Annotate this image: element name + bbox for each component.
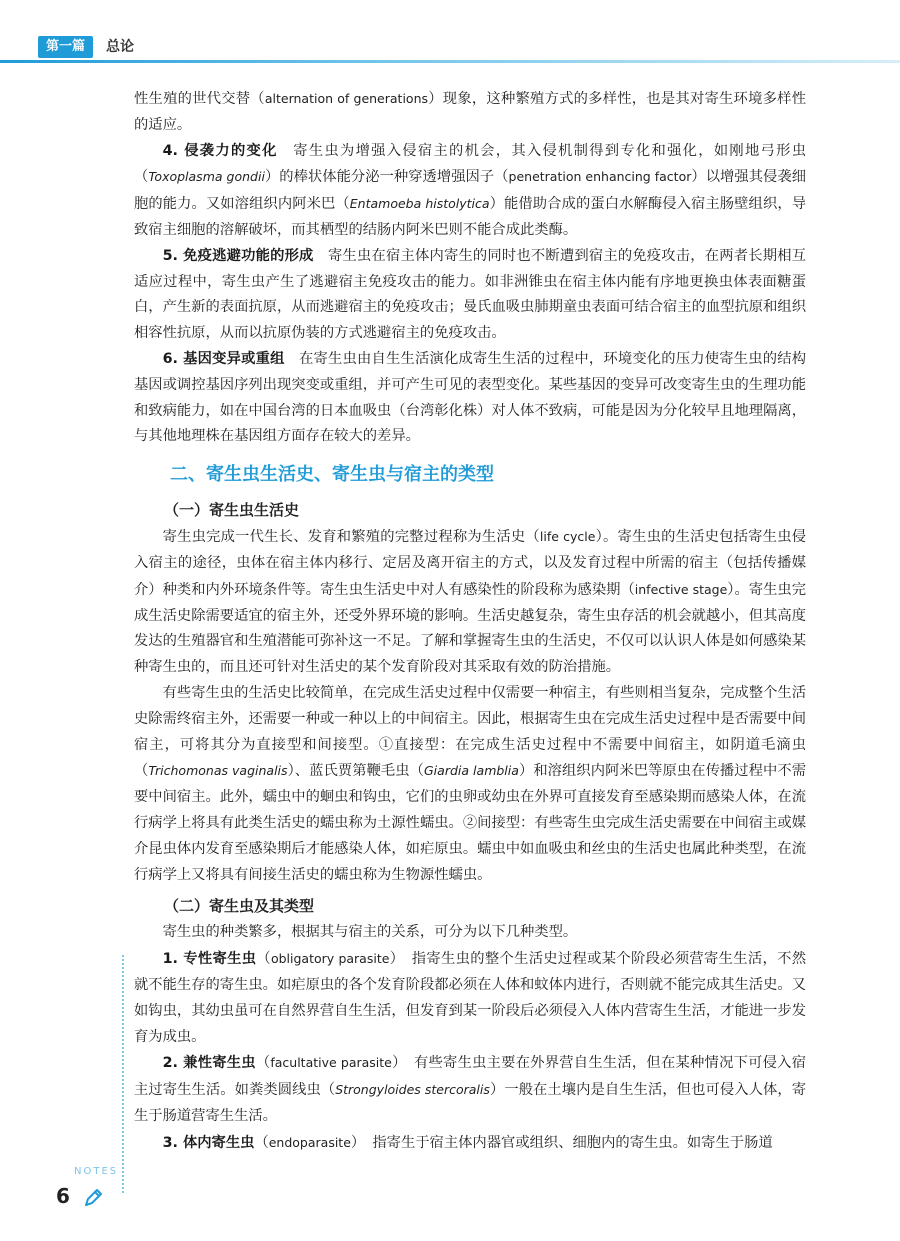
paragraph-continued: 性生殖的世代交替（alternation of generations）现象，这种繁殖方式的多样性，也是其对寄生环境多样性的适应。: [134, 91, 807, 133]
page-number: 6: [56, 1184, 70, 1208]
part-badge: 第一篇: [38, 36, 93, 58]
paragraph-gene-variation: 6. 基因变异或重组 在寄生虫由自生生活演化成寄生生活的过程中，环境变化的压力使寄生虫的结构基因或调控基因序列出现突变或重组，并可产生可见的表型变化。某些基因的变异可改变寄生虫的生理功能和致病能力，如在中国台湾的日本血吸虫（台湾彰化株）对人体不致病，可能是因为分化较早且地理隔离，与其他地理株在基因组方面存在较大的差异。: [134, 350, 807, 445]
paragraph-obligatory: 1. 专性寄生虫（obligatory parasite） 指寄生虫的整个生活史过程或某个阶段必须营寄生生活，不然就不能生存的寄生虫。如疟原虫的各个发育阶段都必须在人体和蚊体内进行，否则就不能完成其生活史。又如钩虫，其幼虫虽可在自然界营自生生活，但发育到某一阶段后必须侵入人体内营寄生生活，才能进一步发育为成虫。: [134, 951, 807, 1045]
subsection-heading-life-cycle: （一）寄生虫生活史: [164, 501, 300, 520]
paragraph-life-cycle-types: 有些寄生虫的生活史比较简单，在完成生活史过程中仅需要一种宿主，有些则相当复杂，完成整个生活史除需终宿主外，还需要一种或一种以上的中间宿主。因此，根据寄生虫在完成生活史过程中是否需要中间宿主，可将其分为直接型和间接型。①直接型：在完成生活史过程中不需要中间宿主，如阴道毛滴虫（Trichomonas vaginalis）、蓝氏贾第鞭毛虫（Giardia lamblia）和溶组织内阿米巴等原虫在传播过程中不需要中间宿主。此外，蠕虫中的蛔虫和钩虫，它们的虫卵或幼虫在外界可直接发育至感染期而感染人体，在流行病学上将具有此类生活史的蠕虫称为土源性蠕虫。②间接型：有些寄生虫完成生活史需要在中间宿主或媒介昆虫体内发育至感染期后才能感染人体，如疟原虫。蠕虫中如血吸虫和丝虫的生活史也属此种类型，在流行病学上又将具有间接生活史的蠕虫称为生物源性蠕虫。: [134, 684, 806, 883]
section-heading: 二、寄生虫生活史、寄生虫与宿主的类型: [170, 464, 494, 486]
item-heading: 2. 兼性寄生虫: [162, 1055, 256, 1072]
item-heading: 3. 体内寄生虫: [162, 1134, 255, 1151]
item-heading: 1. 专性寄生虫: [162, 951, 257, 968]
notes-label: NOTES: [74, 1166, 119, 1177]
paragraph-invasiveness: 4. 侵袭力的变化 寄生虫为增强入侵宿主的机会，其入侵机制得到专化和强化，如刚地弓形虫（Toxoplasma gondii）的棒状体能分泌一种穿透增强因子（penetration enhancing factor）以增强其侵袭细胞的能力。又如溶组织内阿米巴（Entamoeba histolytica）能借助合成的蛋白水解酶侵入宿主肠壁组织，导致宿主细胞的溶解破坏，而其栖型的结肠内阿米巴则不能合成此类酶。: [134, 142, 807, 238]
paragraph-endoparasite: 3. 体内寄生虫（endoparasite） 指寄生于宿主体内器官或组织、细胞内的寄生虫。如寄生于肠道: [162, 1134, 773, 1151]
item-heading: 4. 侵袭力的变化: [162, 142, 278, 159]
notes-margin-rule: [122, 955, 124, 1193]
paragraph-life-cycle: 寄生虫完成一代生长、发育和繁殖的完整过程称为生活史（life cycle）。寄生虫的生活史包括寄生虫侵入宿主的途径，虫体在宿主体内移行、定居及离开宿主的方式，以及发育过程中所需的宿主（包括传播媒介）种类和内外环境条件等。寄生虫生活史中对人有感染性的阶段称为感染期（infective stage）。寄生虫完成生活史除需要适宜的宿主外，还受外界环境的影响。生活史越复杂，寄生虫存活的机会就越小，但其高度发达的生殖器官和生殖潜能可弥补这一不足。了解和掌握寄生虫的生活史，不仅可以认识人体是如何感染某种寄生虫的，而且还可针对生活史的某个发育阶段对其采取有效的防治措施。: [134, 529, 807, 676]
paragraph-facultative: 2. 兼性寄生虫（facultative parasite） 有些寄生虫主要在外界营自生生活，但在某种情况下可侵入宿主过寄生生活。如粪类圆线虫（Strongyloides stercoralis）一般在土壤内是自生生活，但也可侵入人体，寄生于肠道营寄生生活。: [134, 1055, 807, 1124]
item-heading: 5. 免疫逃避功能的形成: [162, 247, 314, 264]
pencil-icon: [82, 1187, 104, 1209]
item-heading: 6. 基因变异或重组: [162, 350, 285, 367]
chapter-title: 总论: [106, 39, 134, 55]
paragraph-immune-evasion: 5. 免疫逃避功能的形成 寄生虫在宿主体内寄生的同时也不断遭到宿主的免疫攻击，在两者长期相互适应过程中，寄生虫产生了逃避宿主免疫攻击的能力。如非洲锥虫在宿主体内能有序地更换虫体表面糖蛋白，产生新的表面抗原，从而逃避宿主的免疫攻击；曼氏血吸虫肺期童虫表面可结合宿主的血型抗原和组织相容性抗原，从而以抗原伪装的方式逃避宿主的免疫攻击。: [134, 247, 806, 342]
paragraph-types-intro: 寄生虫的种类繁多，根据其与宿主的关系，可分为以下几种类型。: [162, 924, 578, 941]
header-rule: [0, 60, 900, 63]
subsection-heading-parasite-types: （二）寄生虫及其类型: [164, 897, 315, 916]
page-body: [134, 86, 806, 1156]
